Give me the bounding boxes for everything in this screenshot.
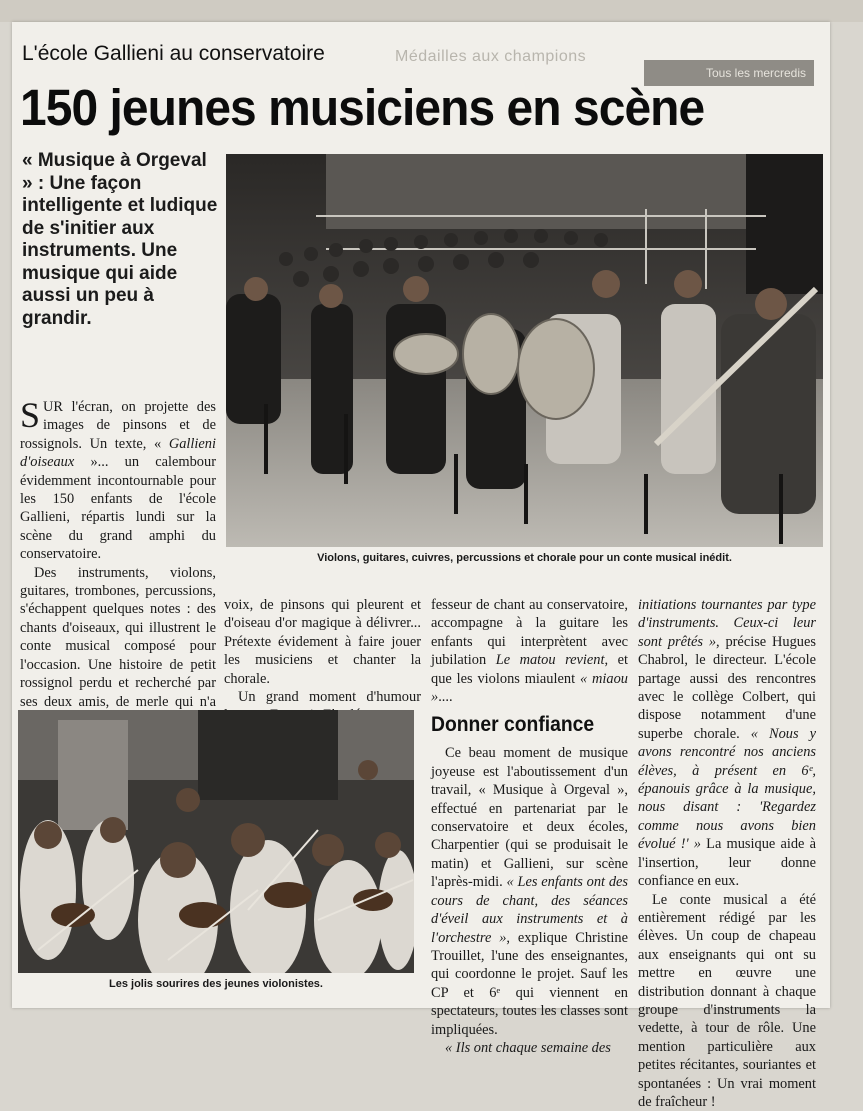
paragraph-intro: SUR l'écran, on projette des images de pinsons et de rossignols. Un texte, « Gallieni d'oiseaux »... un calembour évidemment incontournable pour les 150 enfants de l'école Gallieni, répartis lundi sur la scène du grand amphi du conservatoire. xyxy=(20,398,216,564)
photo-orchestra-stage xyxy=(226,154,823,547)
paragraph-quote-continued: initiations tournantes par type d'instruments. Ceux-ci leur sont prêtés », précise Hugues Chabrol, le directeur. L'école partage aussi des rencontres avec le collège Colbert, qui dispose notamment d'une superbe chorale. « Nous y avons rencontré nos anciens élèves, à présent en 6ᵉ, épanouis grâce à la musique, nous disant : 'Regardez comme nous avons bien évolué !' » La musique aide à l'insertion, leur donne confiance en eux. xyxy=(638,596,816,891)
photo-top-caption: Violons, guitares, cuivres, percussions et chorale pour un conte musical inédit. xyxy=(226,552,823,564)
dropcap: S xyxy=(20,400,40,431)
paragraph-instruments: Des instruments, violons, guitares, trombones, percussions, s'échappent quelques notes : des chants d'oiseaux, qui illustrent le conte musical composé pour l'occasion. Une histoire de petit rossignol perdu et recherché par ses deux amis, de merle qui n'a xyxy=(20,564,216,730)
bleed-through-tab: Tous les mercredis xyxy=(644,60,814,86)
photo-bottom-caption: Les jolis sourires des jeunes violonistes. xyxy=(18,978,414,990)
article-column-1 xyxy=(20,398,216,729)
paragraph-partnership: Ce beau moment de musique joyeuse est l'aboutissement d'un travail, « Musique à Orgeval », effectué en partenariat par le conservatoire et deux écoles, Charpentier (qui se produisait le matin) et Gallieni, sur scène l'après-midi. « Les enfants ont des cours de chant, des séances d'éveil aux instruments et à l'orchestre », explique Christine Trouillet, l'une des enseignantes, qui coordonne le projet. Sauf les CP et 6ᵉ qui viennent en spectateurs, toutes les classes sont impliquées. xyxy=(431,744,628,1039)
paragraph-continued: voix, de pinsons qui pleurent et d'oiseau d'or magique à délivrer... Prétexte évidement à faire jouer les musiciens et chanter la chorale. xyxy=(224,596,421,688)
article-column-3 xyxy=(431,596,628,1057)
paragraph-humour-continued: fesseur de chant au conservatoire, accompagne à la guitare les enfants qui interprètent avec jubilation Le matou revient, et que les violons miaulent « miaou ».... xyxy=(431,596,628,706)
bleed-through-text: Médailles aux champions xyxy=(395,48,586,66)
article-subhead: Donner confiance xyxy=(431,712,612,738)
paragraph-quote-start: « Ils ont chaque semaine des xyxy=(431,1039,628,1057)
paragraph-conclusion: Le conte musical a été entièrement rédigé par les élèves. Un coup de chapeau aux enseignants qui ont su mettre en œuvre une distribution donnant à chaque groupe d'instruments la vedette, à tour de rôle. Une mention particulière aux petites récitantes, souriantes et spontanées : Un vrai moment de fraîcheur ! xyxy=(638,891,816,1111)
photo-young-violinists xyxy=(18,710,414,973)
page-top-bleed xyxy=(0,0,863,22)
article-headline: 150 jeunes musiciens en scène xyxy=(20,76,772,140)
article-kicker: L'école Gallieni au conservatoire xyxy=(22,42,325,66)
article-column-4 xyxy=(638,596,816,1111)
paragraph-humour: Un grand moment d'humour xyxy=(224,688,421,725)
article-chapo: « Musique à Orgeval » : Une façon intelligente et ludique de s'initier aux instruments. Une musique qui aide aussi un peu à grandir. xyxy=(22,150,222,330)
article-column-2 xyxy=(224,596,421,725)
